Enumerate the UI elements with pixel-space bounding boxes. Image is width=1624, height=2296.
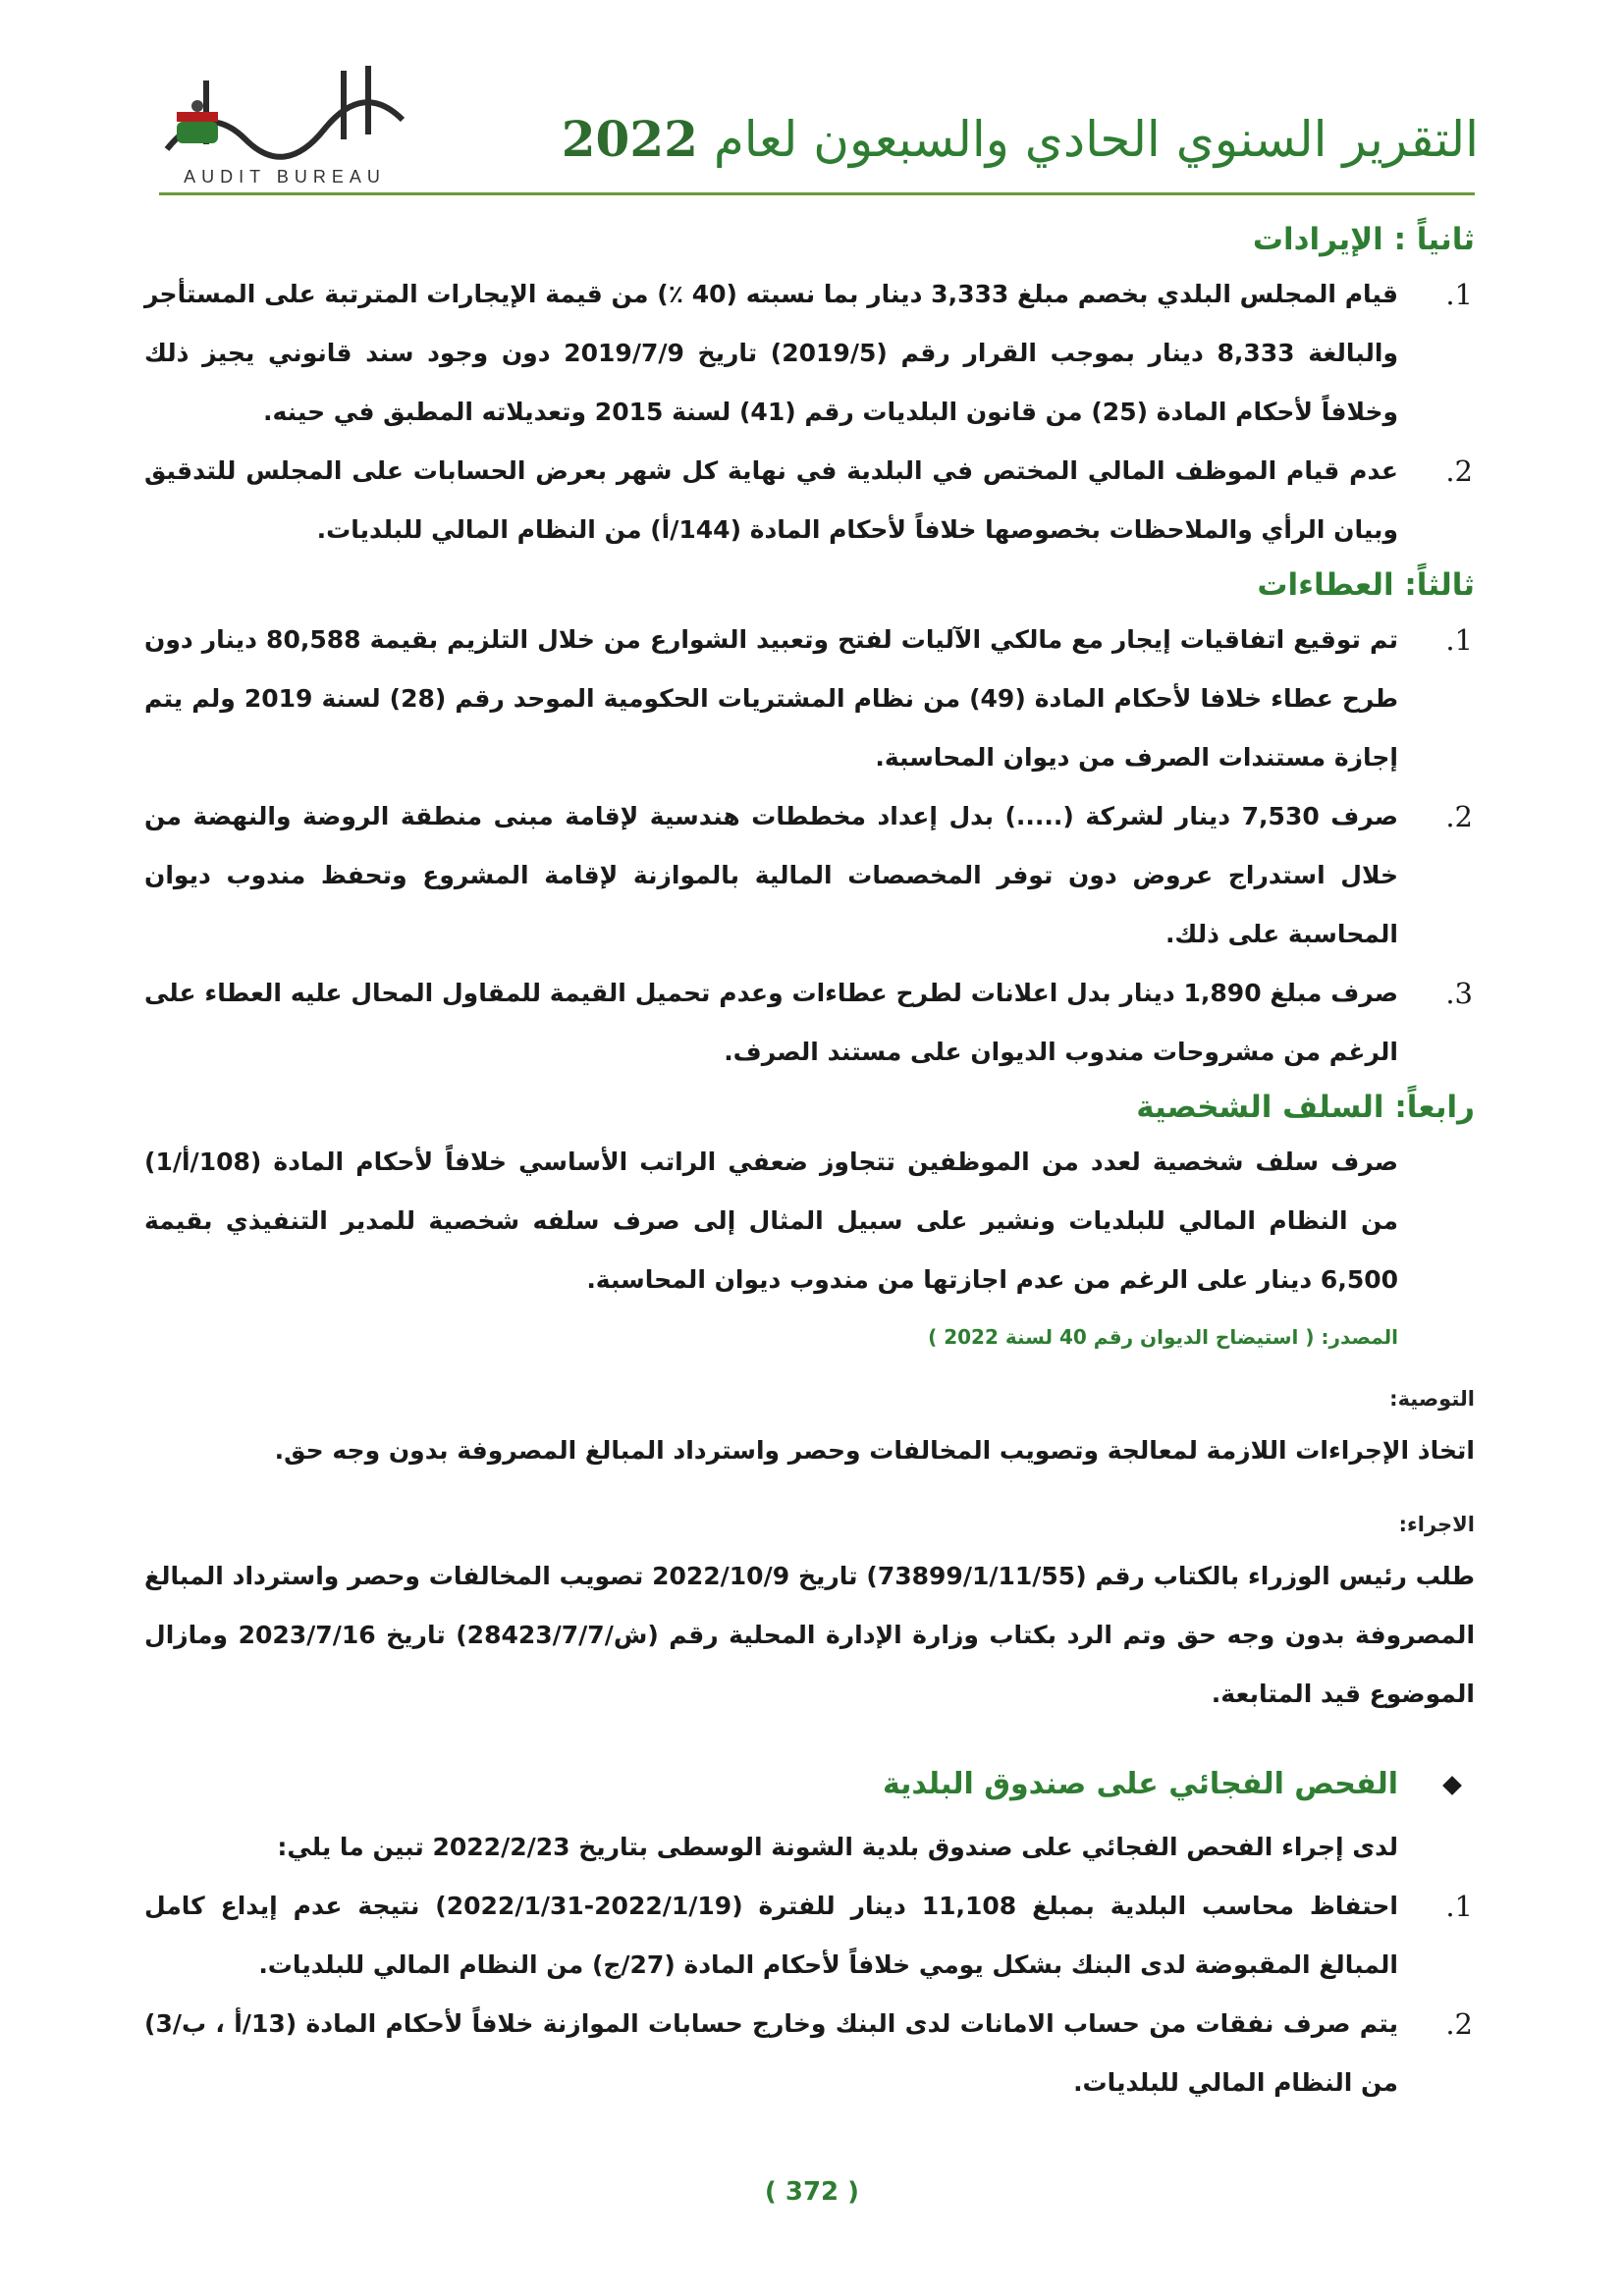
item-text: يتم صرف نفقات من حساب الامانات لدى البنك وخارج حسابات الموازنة خلافاً لأحكام المادة (13/أ ، ب/3) من النظام المالي للبلديات.	[144, 2009, 1398, 2097]
surprise-inspection-list	[144, 1877, 1475, 2112]
item-number: 2.	[1445, 454, 1473, 488]
list-item	[144, 265, 1475, 442]
list-item	[144, 787, 1475, 964]
item-number: 2.	[1445, 800, 1473, 833]
section-title-revenues: ثانياً : الإيرادات	[1252, 222, 1475, 257]
item-text: احتفاظ محاسب البلدية بمبلغ 11,108 دينار للفترة (2022/1/19-2022/1/31) نتيجة عدم إيداع كامل المبالغ المقبوضة لدى البنك بشكل يومي خلافاً لأحكام المادة (27/ج) من النظام المالي للبلديات.	[144, 1892, 1398, 1979]
tenders-list	[144, 611, 1475, 1082]
page-content	[144, 214, 1475, 2112]
action-text: طلب رئيس الوزراء بالكتاب رقم (73899/1/11/55) تاريخ 2022/10/9 تصويب المخالفات وحصر واسترداد المبالغ المصروفة بدون وجه حق وتم الرد بكتاب وزارة الإدارة المحلية رقم (ش/28423/7/7) تاريخ 2023/7/16 ومازال الموضوع قيد المتابعة.	[144, 1562, 1476, 1708]
list-item	[144, 442, 1475, 560]
item-number: 1.	[1445, 623, 1473, 657]
surprise-inspection-heading	[144, 1755, 1475, 1814]
list-item	[144, 1877, 1475, 1995]
list-item	[144, 611, 1475, 787]
item-text: قيام المجلس البلدي بخصم مبلغ 3,333 دينار بما نسبته (40 ٪) من قيمة الإيجارات المترتبة على المستأجر والبالغة 8,333 دينار بموجب القرار رقم (2019/5) تاريخ 2019/7/9 دون وجود سند قانوني يجيز ذلك وخلافاً لأحكام المادة (25) من قانون البلديات رقم (41) لسنة 2015 وتعديلاته المطبق في حينه.	[144, 280, 1399, 426]
item-text: تم توقيع اتفاقيات إيجار مع مالكي الآليات لفتح وتعبيد الشوارع من خلال التلزيم بقيمة 80,588 دينار دون طرح عطاء خلافا لأحكام المادة (49) من نظام المشتريات الحكومية الموحد رقم (28) لسنة 2019 ولم يتم إجازة مستندات الصرف من ديوان المحاسبة.	[144, 625, 1398, 772]
logo-caption: AUDIT BUREAU	[184, 167, 386, 187]
item-number: 1.	[1445, 1890, 1473, 1923]
section-title-tenders: ثالثاً: العطاءات	[1257, 567, 1475, 603]
item-number: 2.	[1445, 2007, 1473, 2041]
audit-bureau-logo	[147, 61, 422, 188]
item-number: 1.	[1445, 278, 1473, 311]
header-title-text: التقرير السنوي الحادي والسبعون لعام	[713, 111, 1479, 168]
section-title-advances: رابعاً: السلف الشخصية	[1136, 1090, 1475, 1125]
logo-emblem-icon	[147, 61, 422, 169]
page-number: ( 372 )	[764, 2177, 860, 2207]
list-item	[144, 964, 1475, 1082]
item-text: عدم قيام الموظف المالي المختص في البلدية في نهاية كل شهر بعرض الحسابات على المجلس للتدقيق وبيان الرأي والملاحظات بخصوصها خلافاً لأحكام المادة (144/أ) من النظام المالي للبلديات.	[144, 456, 1398, 544]
item-text: صرف مبلغ 1,890 دينار بدل اعلانات لطرح عطاءات وعدم تحميل القيمة للمقاول المحال عليه العطاء على الرغم من مشروحات مندوب الديوان على مستند الصرف.	[144, 979, 1398, 1066]
list-item	[144, 1995, 1475, 2112]
item-number: 3.	[1445, 977, 1473, 1010]
header-divider	[159, 192, 1475, 195]
diamond-bullet-icon	[1442, 1776, 1462, 1795]
header-year: 2022	[561, 110, 698, 168]
report-header-title	[562, 110, 1479, 168]
source-note: المصدر: ( استيضاح الديوان رقم 40 لسنة 2022 )	[928, 1325, 1398, 1349]
advances-paragraph: صرف سلف شخصية لعدد من الموظفين تتجاوز ضعفي الراتب الأساسي خلافاً لأحكام المادة (108/أ/1) من النظام المالي للبلديات ونشير على سبيل المثال إلى صرف سلفه شخصية للمدير التنفيذي بقيمة 6,500 دينار على الرغم من عدم اجازتها من مندوب ديوان المحاسبة.	[144, 1148, 1398, 1294]
item-text: صرف 7,530 دينار لشركة (.....) بدل إعداد مخططات هندسية لإقامة مبنى منطقة الروضة والنهضة من خلال استدراج عروض دون توفر المخصصات المالية بالموازنة لإقامة المشروع وتحفظ مندوب ديوان المحاسبة على ذلك.	[144, 802, 1398, 948]
recommendation-label: التوصية:	[1389, 1387, 1475, 1411]
recommendation-text: اتخاذ الإجراءات اللازمة لمعالجة وتصويب المخالفات وحصر واسترداد المبالغ المصروفة بدون وجه حق.	[274, 1436, 1475, 1465]
surprise-inspection-intro: لدى إجراء الفحص الفجائي على صندوق بلدية الشونة الوسطى بتاريخ 2022/2/23 تبين ما يلي:	[277, 1833, 1398, 1861]
action-label: الاجراء:	[1398, 1513, 1475, 1536]
revenues-list	[144, 265, 1475, 560]
surprise-inspection-title: الفحص الفجائي على صندوق البلدية	[882, 1767, 1398, 1801]
